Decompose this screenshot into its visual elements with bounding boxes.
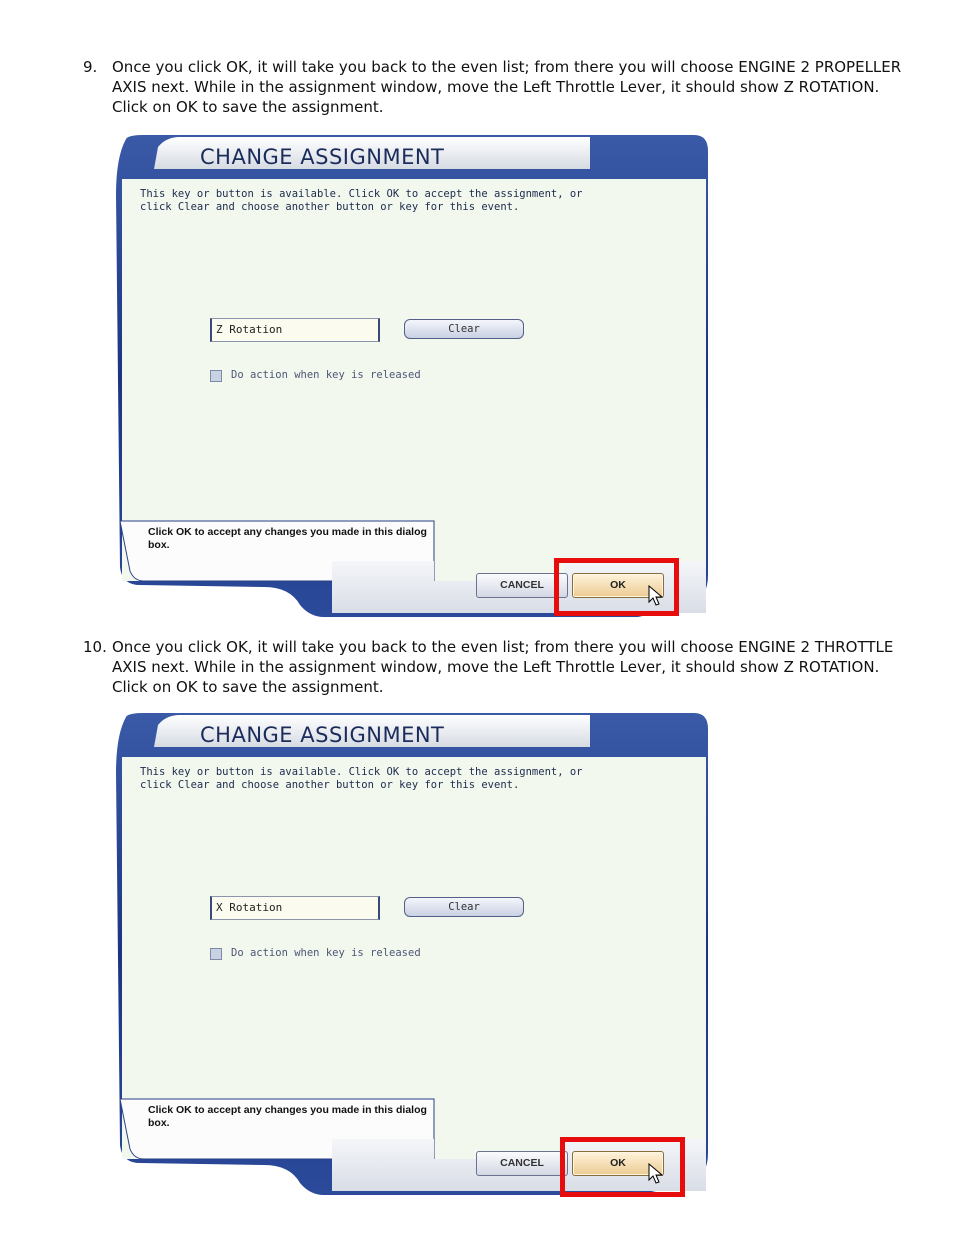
ok-button[interactable]: OK (572, 1151, 664, 1176)
release-checkbox-label: Do action when key is released (231, 369, 421, 381)
ok-button[interactable]: OK (572, 573, 664, 598)
clear-button[interactable]: Clear (404, 319, 524, 339)
release-checkbox[interactable] (210, 370, 222, 382)
dialog-description: This key or button is available. Click OK to accept the assignment, or click Clear and choose another button or key for this event. (140, 766, 583, 791)
step-text: Once you click OK, it will take you back to the even list; from there you will choose ENGINE 2 PROPELLER AXIS next. While in the assignment window, move the Left Throttle Lever, it should show Z ROTATION. Click on OK to save the assignment. (112, 58, 902, 116)
step-text: Once you click OK, it will take you back to the even list; from there you will choose ENGINE 2 THROTTLE AXIS next. While in the assignment window, move the Left Throttle Lever, it should show Z ROTATION. Click on OK to save the assignment. (112, 638, 894, 696)
cancel-button[interactable]: CANCEL (476, 1151, 568, 1176)
assignment-input[interactable]: X Rotation (210, 896, 380, 920)
change-assignment-dialog (114, 135, 710, 617)
dialog-title: CHANGE ASSIGNMENT (200, 723, 445, 747)
step-number: 10. (83, 638, 107, 656)
assignment-input[interactable]: Z Rotation (210, 318, 380, 342)
ok-highlight-box (560, 1137, 685, 1197)
step-number: 9. (83, 58, 98, 76)
ok-highlight-box (554, 558, 679, 616)
help-text: Click OK to accept any changes you made in this dialog box. (148, 526, 427, 551)
release-checkbox-label: Do action when key is released (231, 947, 421, 959)
release-checkbox[interactable] (210, 948, 222, 960)
help-text: Click OK to accept any changes you made in this dialog box. (148, 1104, 427, 1129)
change-assignment-dialog (114, 713, 710, 1195)
dialog-title: CHANGE ASSIGNMENT (200, 145, 445, 169)
cancel-button[interactable]: CANCEL (476, 573, 568, 598)
clear-button[interactable]: Clear (404, 897, 524, 917)
dialog-description: This key or button is available. Click OK to accept the assignment, or click Clear and choose another button or key for this event. (140, 188, 583, 213)
